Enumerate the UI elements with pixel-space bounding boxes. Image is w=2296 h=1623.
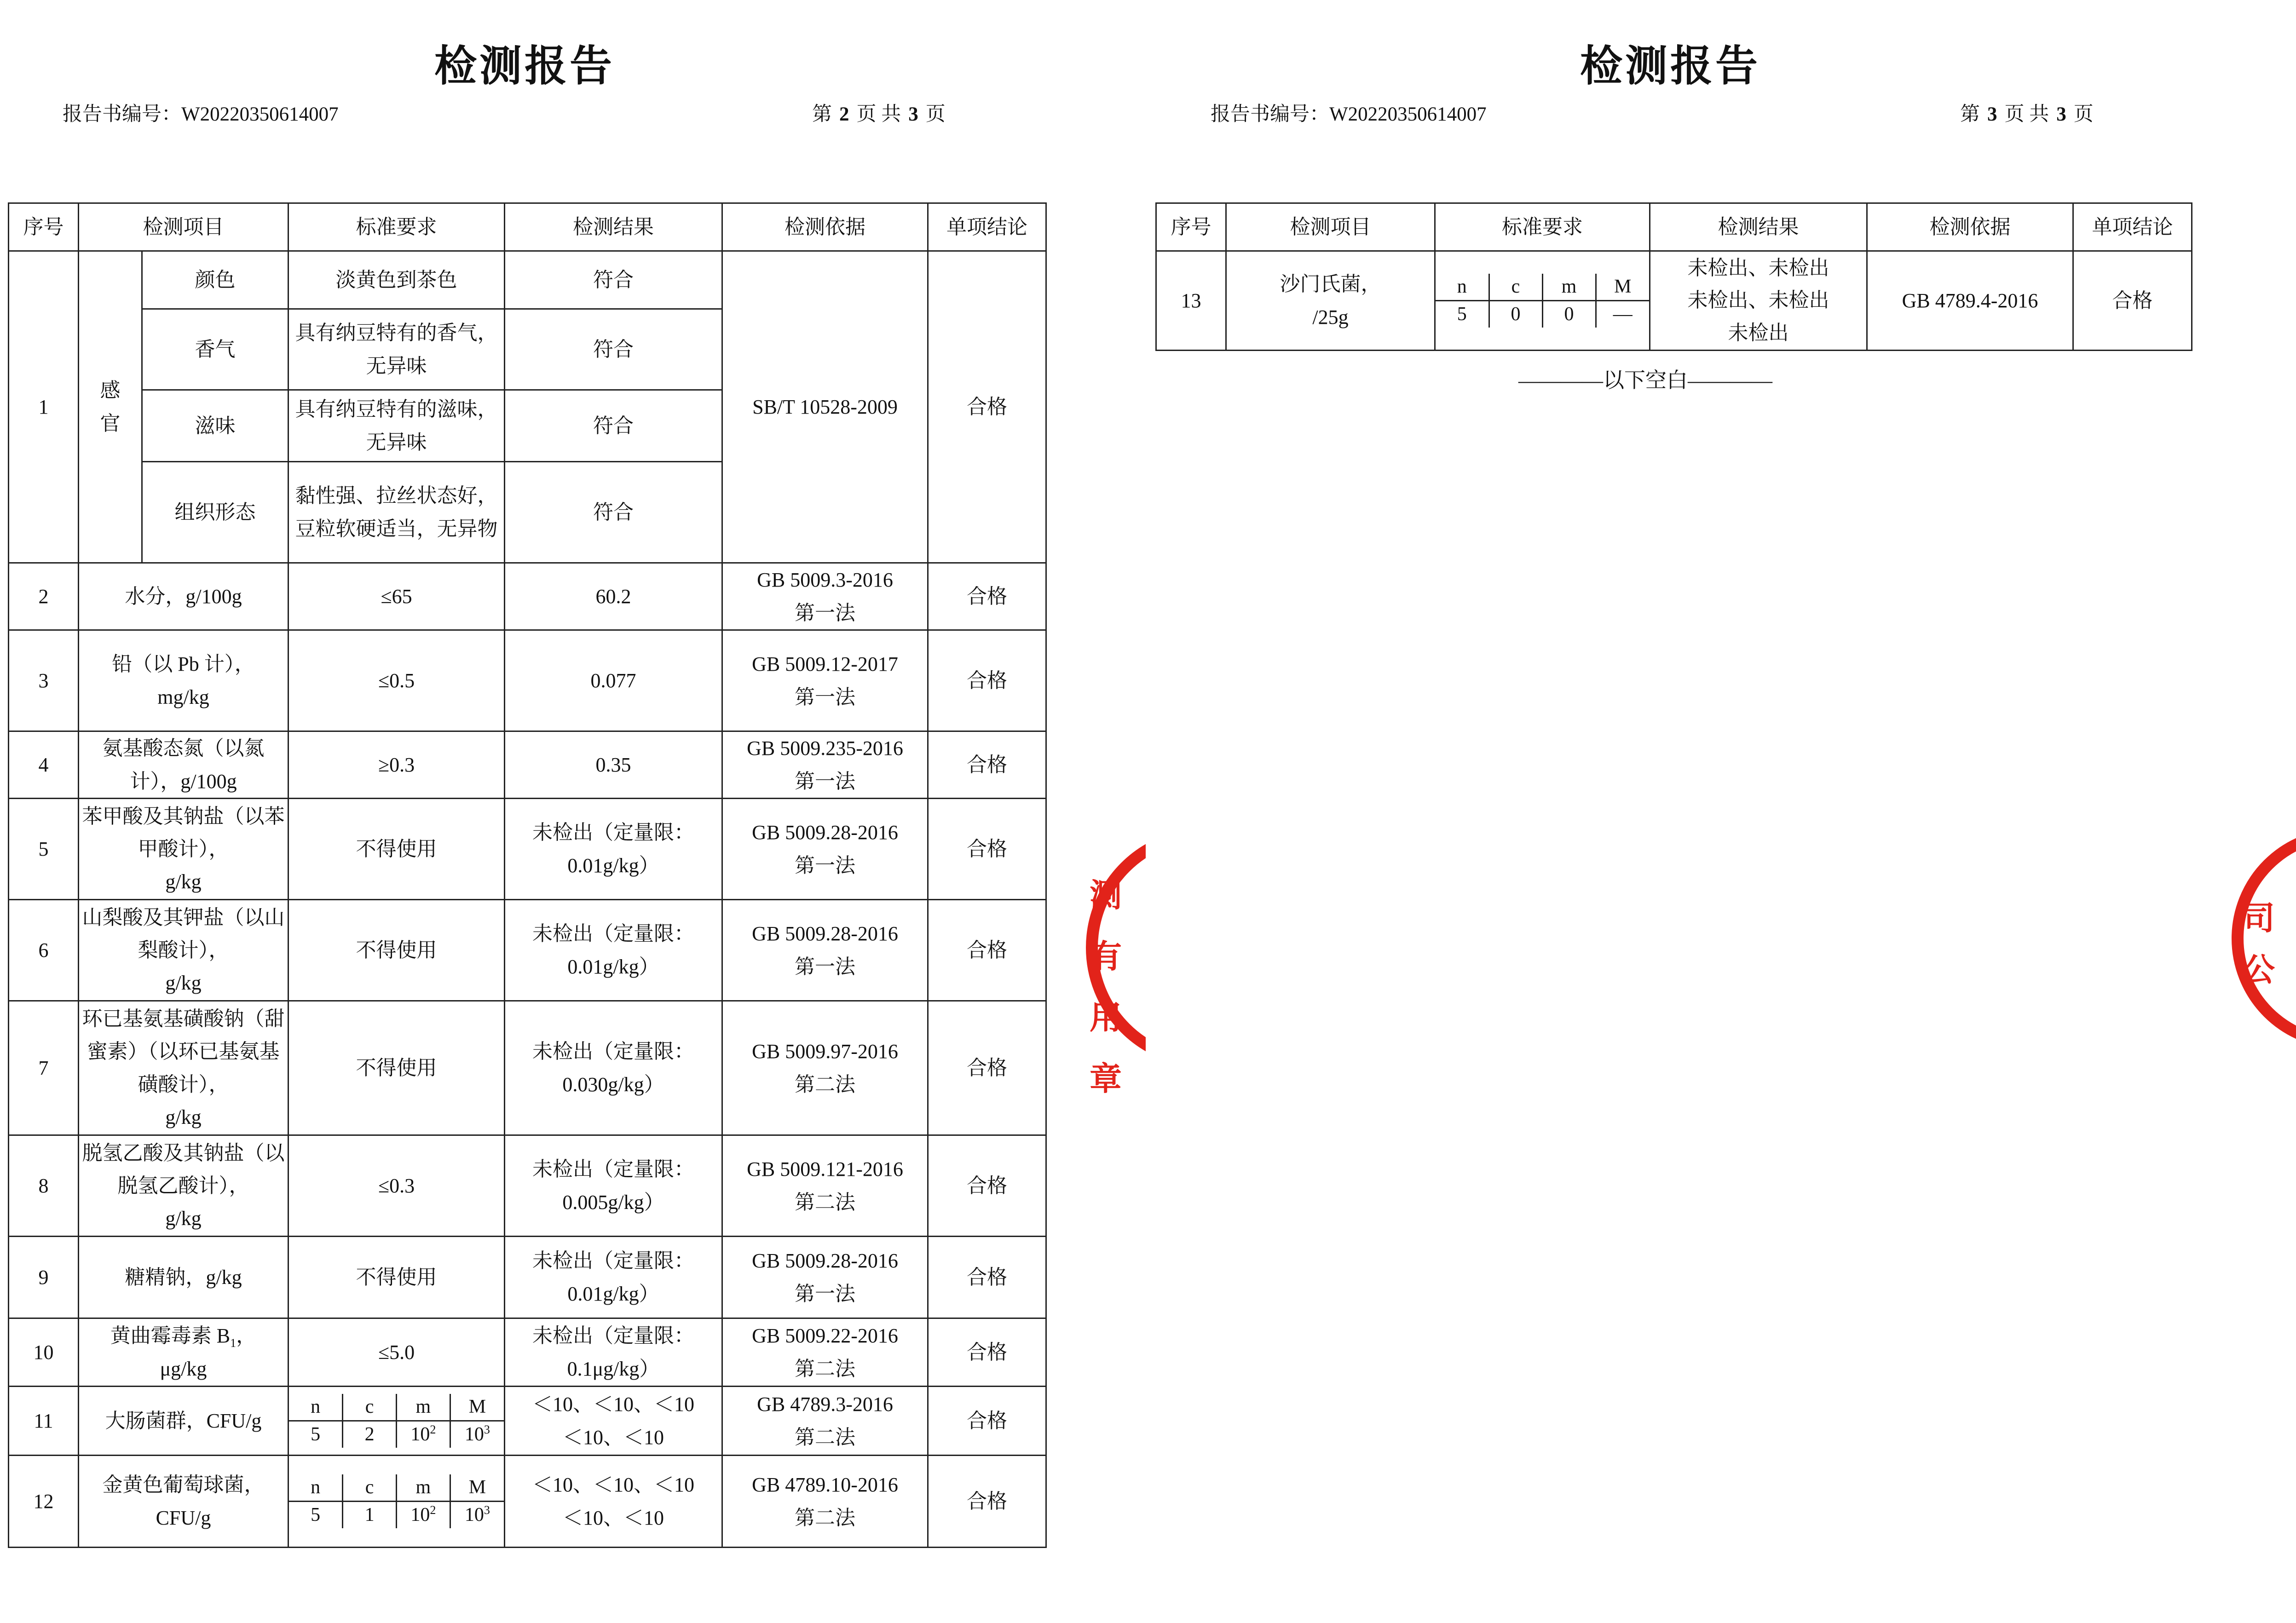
header-cell: 单项结论: [928, 203, 1046, 251]
sampling-plan: [289, 1394, 504, 1447]
conclusion-cell: 合格: [928, 630, 1046, 731]
item-cell: 山梨酸及其钾盐（以山梨酸计）， g/kg: [79, 900, 288, 1001]
sampling-plan: [289, 1474, 504, 1528]
page-number: 2: [839, 104, 849, 125]
plan-label: M: [450, 1474, 504, 1501]
item-cell: 脱氢乙酸及其钠盐（以脱氢乙酸计）， g/kg: [79, 1135, 288, 1237]
item-cell: 大肠菌群，CFU/g: [79, 1387, 288, 1456]
header-cell: 检测依据: [1867, 203, 2073, 251]
row-number: 2: [9, 563, 79, 630]
table-row: [9, 731, 1046, 799]
table-header-row: [1156, 203, 2192, 251]
conclusion-cell: 合格: [2073, 251, 2192, 351]
row-number: 1: [9, 251, 79, 563]
header-cell: 单项结论: [2073, 203, 2192, 251]
method-cell: GB 5009.3-2016 第一法: [722, 563, 928, 630]
report-number: 报告书编号：W20220350614007: [1211, 104, 1487, 125]
requirement-cell: 具有纳豆特有的滋味，无异味: [288, 390, 505, 462]
table-row: [9, 251, 1046, 309]
plan-exponent: 3: [484, 1503, 490, 1517]
item-subscript: 1: [230, 1336, 237, 1350]
row-number: 13: [1156, 251, 1226, 351]
result-cell: 60.2: [505, 563, 722, 630]
item-cell: 组织形态: [142, 462, 288, 563]
table-header-row: [9, 203, 1046, 251]
header-cell: 检测结果: [1650, 203, 1867, 251]
conclusion-cell: 合格: [928, 799, 1046, 900]
method-cell: GB 5009.121-2016 第二法: [722, 1135, 928, 1237]
requirement-cell: ≤65: [288, 563, 505, 630]
item-cell: 沙门氏菌， /25g: [1226, 251, 1435, 351]
result-cell: 符合: [505, 390, 722, 462]
plan-label: m: [397, 1394, 450, 1421]
page-mid: 页 共: [856, 104, 901, 125]
seal-text: 测有 用章: [1090, 876, 1122, 1098]
page-total: 3: [908, 104, 918, 125]
table-row: [9, 1237, 1046, 1318]
conclusion-cell: 合格: [928, 1318, 1046, 1387]
item-cell: 滋味: [142, 390, 288, 462]
method-cell: GB 5009.28-2016 第一法: [722, 900, 928, 1001]
requirement-cell: [288, 1456, 505, 1548]
item-cell: [79, 1318, 288, 1387]
conclusion-cell: 合格: [928, 900, 1046, 1001]
result-cell: 未检出（定量限： 0.01g/kg）: [505, 900, 722, 1001]
header-cell: 检测项目: [1226, 203, 1435, 251]
table-row: [9, 900, 1046, 1001]
method-cell: SB/T 10528-2009: [722, 251, 928, 563]
plan-label: n: [1436, 274, 1489, 300]
table-row: [9, 1387, 1046, 1456]
results-table: [8, 202, 1047, 1548]
item-text: ， μg/kg: [160, 1324, 257, 1380]
result-cell: 符合: [505, 462, 722, 563]
method-cell: GB 4789.4-2016: [1867, 251, 2073, 351]
plan-base: 10: [410, 1504, 430, 1525]
header-cell: 检测依据: [722, 203, 928, 251]
method-cell: GB 4789.3-2016 第二法: [722, 1387, 928, 1456]
report-title: 检测报告: [1580, 41, 1760, 91]
plan-label: M: [1596, 274, 1649, 300]
result-cell: 符合: [505, 251, 722, 309]
item-cell: 金黄色葡萄球菌， CFU/g: [79, 1456, 288, 1548]
plan-value: [450, 1421, 504, 1448]
method-cell: GB 5009.28-2016 第一法: [722, 799, 928, 900]
result-cell: 未检出（定量限： 0.030g/kg）: [505, 1001, 722, 1135]
sampling-plan: [1436, 274, 1649, 327]
page-indicator: [812, 98, 946, 127]
plan-value: 5: [289, 1502, 343, 1528]
company-seal: [2232, 828, 2296, 1076]
header-cell: 检测结果: [505, 203, 722, 251]
plan-label: n: [289, 1474, 343, 1501]
requirement-cell: ≤0.3: [288, 1135, 505, 1237]
item-cell: 水分，g/100g: [79, 563, 288, 630]
result-cell: 0.35: [505, 731, 722, 799]
requirement-cell: 不得使用: [288, 900, 505, 1001]
row-number: 4: [9, 731, 79, 799]
method-cell: GB 5009.12-2017 第一法: [722, 630, 928, 731]
row-number: 10: [9, 1318, 79, 1387]
conclusion-cell: 合格: [928, 1387, 1046, 1456]
method-cell: GB 4789.10-2016 第二法: [722, 1456, 928, 1548]
requirement-cell: 不得使用: [288, 1001, 505, 1135]
header-cell: 检测项目: [79, 203, 288, 251]
table-row: [9, 799, 1046, 900]
result-cell: ＜10、＜10、＜10 ＜10、＜10: [505, 1456, 722, 1548]
row-number: 6: [9, 900, 79, 1001]
row-number: 12: [9, 1456, 79, 1548]
result-cell: 未检出（定量限： 0.01g/kg）: [505, 1237, 722, 1318]
item-text: 黄曲霉毒素 B: [110, 1324, 231, 1347]
requirement-cell: 淡黄色到茶色: [288, 251, 505, 309]
blank-below-note: ————以下空白————: [1518, 368, 1772, 392]
table-row: [9, 1318, 1046, 1387]
plan-value: 0: [1489, 301, 1542, 328]
plan-exponent: 2: [430, 1423, 436, 1436]
conclusion-cell: 合格: [928, 1001, 1046, 1135]
plan-value: —: [1596, 301, 1649, 328]
row-number: 3: [9, 630, 79, 731]
table-row: [1156, 251, 2192, 351]
plan-base: 10: [410, 1424, 430, 1445]
requirement-cell: ≤5.0: [288, 1318, 505, 1387]
results-table-continued: [1155, 202, 2192, 351]
plan-value: [450, 1502, 504, 1528]
plan-value: 5: [1436, 301, 1489, 328]
company-seal: [1086, 810, 1146, 1104]
page-suffix: 页: [925, 104, 946, 125]
plan-value: 2: [343, 1421, 397, 1448]
requirement-cell: [1435, 251, 1650, 351]
conclusion-cell: 合格: [928, 251, 1046, 563]
conclusion-cell: 合格: [928, 563, 1046, 630]
row-number: 9: [9, 1237, 79, 1318]
requirement-cell: 不得使用: [288, 1237, 505, 1318]
header-cell: 序号: [1156, 203, 1226, 251]
item-cell: 苯甲酸及其钠盐（以苯甲酸计）， g/kg: [79, 799, 288, 900]
plan-value: 5: [289, 1421, 343, 1448]
page-suffix: 页: [2073, 104, 2094, 125]
table-row: [9, 1456, 1046, 1548]
plan-value: [397, 1421, 450, 1448]
item-cell: 氨基酸态氮（以氮计），g/100g: [79, 731, 288, 799]
table-row: [9, 563, 1046, 630]
plan-label: m: [1542, 274, 1596, 300]
plan-exponent: 3: [484, 1423, 490, 1436]
conclusion-cell: 合格: [928, 1135, 1046, 1237]
requirement-cell: 不得使用: [288, 799, 505, 900]
row-number: 7: [9, 1001, 79, 1135]
plan-label: n: [289, 1394, 343, 1421]
seal-text: 司公: [2243, 899, 2275, 989]
header-cell: 序号: [9, 203, 79, 251]
plan-base: 10: [464, 1424, 484, 1445]
plan-base: 10: [464, 1504, 484, 1525]
table-row: [9, 1001, 1046, 1135]
table-row: [9, 630, 1046, 731]
header-cell: 标准要求: [288, 203, 505, 251]
conclusion-cell: 合格: [928, 1237, 1046, 1318]
result-cell: 符合: [505, 309, 722, 390]
page-prefix: 第: [1960, 104, 1980, 125]
method-cell: GB 5009.28-2016 第一法: [722, 1237, 928, 1318]
method-cell: GB 5009.235-2016 第一法: [722, 731, 928, 799]
row-group: 感 官: [79, 251, 142, 563]
table-row: [9, 1135, 1046, 1237]
page-indicator: [1960, 98, 2094, 127]
row-number: 5: [9, 799, 79, 900]
plan-label: c: [343, 1474, 397, 1501]
item-cell: 香气: [142, 309, 288, 390]
page-prefix: 第: [812, 104, 832, 125]
row-number: 11: [9, 1387, 79, 1456]
plan-label: M: [450, 1394, 504, 1421]
plan-value: [397, 1502, 450, 1528]
requirement-cell: 黏性强、拉丝状态好，豆粒软硬适当，无异物: [288, 462, 505, 563]
requirement-cell: ≤0.5: [288, 630, 505, 731]
header-cell: 标准要求: [1435, 203, 1650, 251]
item-cell: 环已基氨基磺酸钠（甜蜜素）（以环已基氨基磺酸计）， g/kg: [79, 1001, 288, 1135]
page-number: 3: [1987, 104, 1997, 125]
method-cell: GB 5009.22-2016 第二法: [722, 1318, 928, 1387]
result-cell: 未检出（定量限： 0.01g/kg）: [505, 799, 722, 900]
report-number: 报告书编号：W20220350614007: [63, 104, 339, 125]
row-number: 8: [9, 1135, 79, 1237]
result-cell: 0.077: [505, 630, 722, 731]
method-cell: GB 5009.97-2016 第二法: [722, 1001, 928, 1135]
conclusion-cell: 合格: [928, 731, 1046, 799]
item-cell: 铅（以 Pb 计）， mg/kg: [79, 630, 288, 731]
requirement-cell: 具有纳豆特有的香气，无异味: [288, 309, 505, 390]
result-cell: 未检出、未检出 未检出、未检出 未检出: [1650, 251, 1867, 351]
result-cell: 未检出（定量限： 0.1μg/kg）: [505, 1318, 722, 1387]
result-cell: ＜10、＜10、＜10 ＜10、＜10: [505, 1387, 722, 1456]
plan-value: 0: [1542, 301, 1596, 328]
page-total: 3: [2056, 104, 2066, 125]
report-title: 检测报告: [434, 41, 615, 91]
page-mid: 页 共: [2004, 104, 2049, 125]
conclusion-cell: 合格: [928, 1456, 1046, 1548]
plan-exponent: 2: [430, 1503, 436, 1517]
plan-label: c: [1489, 274, 1542, 300]
result-cell: 未检出（定量限： 0.005g/kg）: [505, 1135, 722, 1237]
plan-label: m: [397, 1474, 450, 1501]
plan-label: c: [343, 1394, 397, 1421]
item-cell: 颜色: [142, 251, 288, 309]
plan-value: 1: [343, 1502, 397, 1528]
item-cell: 糖精钠，g/kg: [79, 1237, 288, 1318]
requirement-cell: [288, 1387, 505, 1456]
requirement-cell: ≥0.3: [288, 731, 505, 799]
